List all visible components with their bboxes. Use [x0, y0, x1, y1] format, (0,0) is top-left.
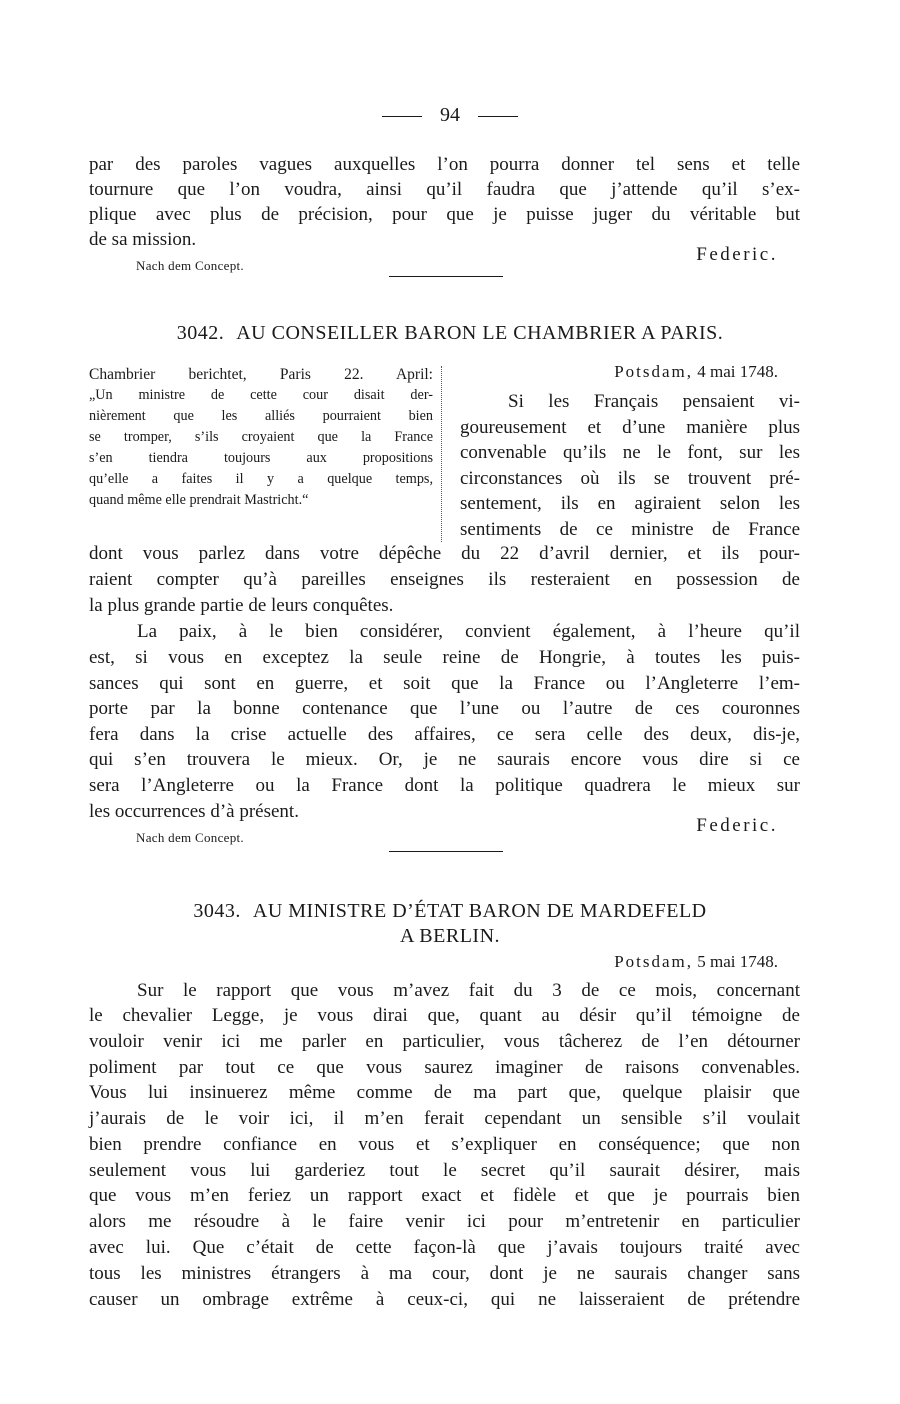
- marginal-note: [89, 364, 433, 511]
- note-line: qu’elle a faites il y a quelque temps,: [89, 471, 433, 487]
- section-rule: [389, 276, 503, 277]
- page-header: [0, 104, 900, 127]
- body-line: la plus grande partie de leurs conquêtes.: [89, 595, 394, 616]
- note-line: Chambrier berichtet, Paris 22. April:: [89, 366, 433, 383]
- body-line: Sur le rapport que vous m’avez fait du 3 de ce mois, concernant: [137, 980, 800, 1001]
- body-line: dont vous parlez dans votre dépêche du 22 d’avril dernier, et ils pour-: [89, 543, 800, 564]
- intro-line: tournure que l’on voudra, ainsi qu’il faudra que j’attende qu’il s’ex-: [89, 179, 800, 200]
- source-note: Nach dem Concept.: [136, 830, 244, 845]
- note-line: s’en tiendra toujours aux propositions: [89, 450, 433, 466]
- dateline: [614, 362, 778, 382]
- col-line: sentement, ils en agiraient selon les: [460, 493, 800, 514]
- body-line: j’aurais de le voir ici, il m’en ferait cependant un sensible s’il voulait: [89, 1108, 800, 1129]
- col-line: convenable qu’ils ne le font, sur les: [460, 442, 800, 463]
- section-rule: [389, 851, 503, 852]
- body-line: sera l’Angleterre ou la France dont la politique quadrera le mieux sur: [89, 775, 800, 796]
- column-divider: [441, 366, 442, 542]
- intro-line: de sa mission.: [89, 229, 197, 250]
- body-line: que vous m’en feriez un rapport exact et fidèle et que je pourrais bien: [89, 1185, 800, 1206]
- dateline-date: 5 mai 1748.: [697, 952, 778, 971]
- body-line: raient compter qu’à pareilles enseignes ils resteraient en possession de: [89, 569, 800, 590]
- dateline: [614, 952, 778, 972]
- letter-title-line2: A BERLIN.: [399, 925, 501, 947]
- letter-heading: [0, 322, 900, 345]
- body-line: les occurrences d’à présent.: [89, 801, 299, 822]
- body-line: Vous lui insinuerez même comme de ma part que, quelque plaisir que: [89, 1082, 800, 1103]
- note-line: se tromper, s’ils croyaient que la France: [89, 429, 433, 445]
- dateline-place: Potsdam,: [614, 362, 693, 381]
- body-line: bien prendre confiance en vous et s’expliquer en conséquence; que non: [89, 1134, 800, 1155]
- letter-heading-line2: [0, 925, 900, 948]
- note-line: „Un ministre de cette cour disait der-: [89, 387, 433, 403]
- body-line: vouloir venir ici me parler en particulier, vous tâcherez de l’en détourner: [89, 1031, 800, 1052]
- body-line: le chevalier Legge, je vous dirai que, quant au désir qu’il témoigne de: [89, 1005, 800, 1026]
- col-line: Si les Français pensaient vi-: [508, 391, 800, 412]
- letter-number: 3043.: [193, 900, 241, 922]
- letter-heading: [0, 900, 900, 923]
- body-line: fera dans la crise actuelle des affaires, ce sera celle des deux, dis-je,: [89, 724, 800, 745]
- source-note: Nach dem Concept.: [136, 258, 244, 273]
- letter-right-column: [460, 389, 800, 542]
- body-line: poliment par tout ce que vous saurez imaginer de raisons convenables.: [89, 1057, 800, 1078]
- header-dash-right: [478, 116, 518, 117]
- note-line: nièrement que les alliés pourraient bien: [89, 408, 433, 424]
- body-line: tous les ministres étrangers à ma cour, dont je ne saurais changer sans: [89, 1263, 800, 1284]
- page-number: 94: [440, 104, 460, 126]
- body-line: La paix, à le bien considérer, convient également, à l’heure qu’il: [137, 621, 800, 642]
- letter-number: 3042.: [176, 322, 225, 344]
- body-line: avec lui. Que c’était de cette façon-là que j’avais toujours traité avec: [89, 1237, 800, 1258]
- body-line: qui s’en trouvera le mieux. Or, je ne saurais encore vous dire si ce: [89, 749, 800, 770]
- body-line: est, si vous en exceptez la seule reine de Hongrie, à toutes les puis-: [89, 647, 800, 668]
- col-line: goureusement et d’une manière plus: [460, 416, 800, 438]
- signature: Federic.: [696, 815, 778, 836]
- col-line: sentiments de ce ministre de France: [460, 518, 800, 540]
- body-line: alors me résoudre à le faire venir ici pour m’entretenir en particulier: [89, 1211, 800, 1232]
- body-line: sances qui sont en guerre, et soit que la France ou l’Angleterre l’em-: [89, 673, 800, 694]
- letter-title: AU CONSEILLER BARON LE CHAMBRIER A PARIS.: [236, 322, 724, 344]
- body-line: porte par la bonne contenance que l’une ou l’autre de ces couronnes: [89, 698, 800, 719]
- letter-title-line1: AU MINISTRE D’ÉTAT BARON DE MARDEFELD: [252, 900, 707, 922]
- signature: Federic.: [696, 244, 778, 265]
- dateline-place: Potsdam,: [614, 952, 693, 971]
- header-dash-left: [382, 116, 422, 117]
- col-line: circonstances où ils se trouvent pré-: [460, 467, 800, 489]
- dateline-date: 4 mai 1748.: [697, 362, 778, 381]
- intro-line: par des paroles vagues auxquelles l’on pourra donner tel sens et telle: [89, 154, 800, 175]
- note-line: quand même elle prendrait Mastricht.“: [89, 492, 309, 508]
- body-line: seulement vous lui garderiez tout le secret qu’il saurait désirer, mais: [89, 1160, 800, 1181]
- intro-line: plique avec plus de précision, pour que je puisse juger du véritable but: [89, 204, 800, 225]
- body-line: causer un ombrage extrême à ceux-ci, qui ne laisseraient de prétendre: [89, 1289, 800, 1310]
